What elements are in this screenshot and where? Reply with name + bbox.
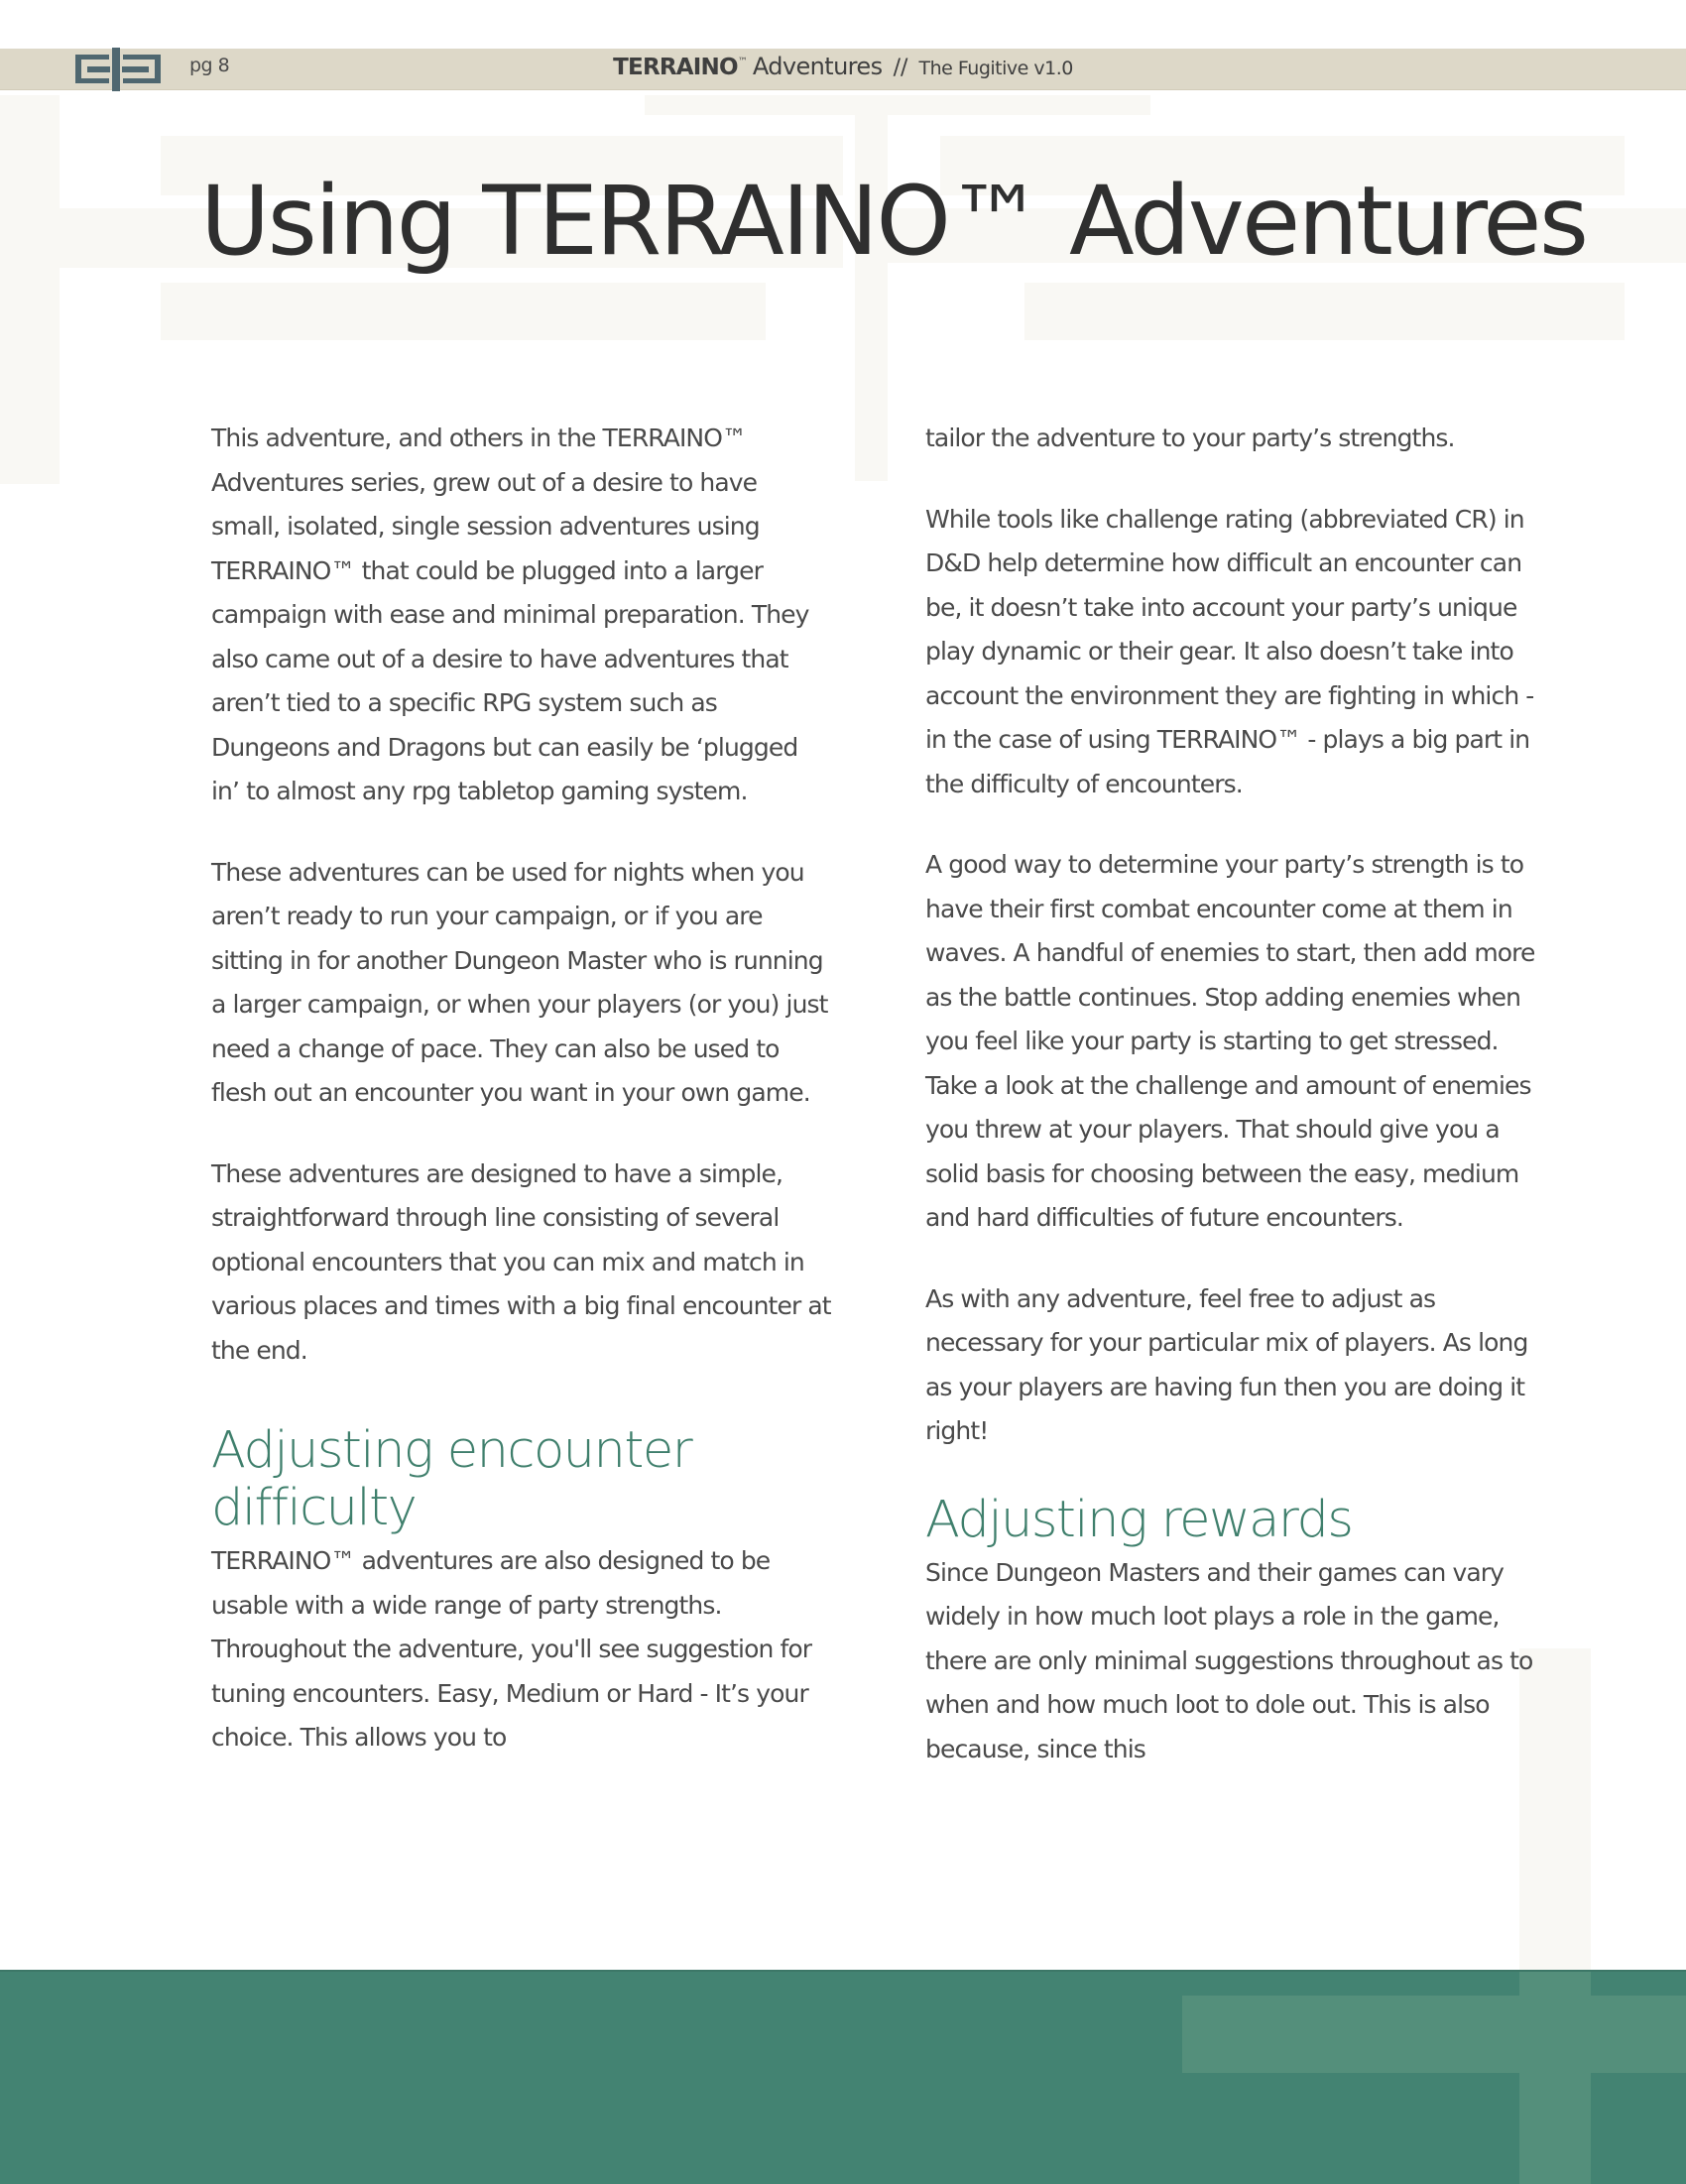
footer-band xyxy=(0,1970,1686,2184)
running-title-subtitle: The Fugitive v1.0 xyxy=(918,58,1073,79)
paragraph: These adventures can be used for nights when you aren’t ready to run your campaign, or if you are sitting in for another Dungeon Master who is running a larger campaign, or when your players (or you) just need a change of pace. They can also be used to flesh out an encounter you want in your own game. xyxy=(211,857,828,1107)
paragraph: As with any adventure, feel free to adjust as necessary for your particular mix of players. As long as your players are having fun then you are doing it right! xyxy=(925,1283,1528,1445)
paragraph: This adventure, and others in the TERRAINO™ Adventures series, grew out of a desire to have small, isolated, single session adventures using TERRAINO™ that could be plugged into a larger campaign with ease and minimal preparation. They also came out of a desire to have adventures that aren’t tied to a specific RPG system such as Dungeons and Dragons but can easily be ‘plugged in’ to almost any rpg tabletop gaming system. xyxy=(211,424,809,805)
watermark-bar-left-vertical xyxy=(0,95,60,484)
left-column xyxy=(211,417,831,1760)
paragraph: Since Dungeon Masters and their games can vary widely in how much loot plays a role in the game, there are only minimal suggestions throughout as to when and how much loot to dole out. This is also because, since this xyxy=(925,1557,1533,1763)
footer-decor-vertical xyxy=(1519,1972,1591,2184)
paragraph: TERRAINO™ adventures are also designed to be usable with a wide range of party strengths. Throughout the adventure, you'll see suggestion for tuning encounters. Easy, Medium or Hard - It’s your choice. This allows you to xyxy=(211,1546,812,1752)
right-column xyxy=(925,417,1535,1771)
paragraph: A good way to determine your party’s strength is to have their first combat encounter come at them in waves. A handful of enemies to start, then add more as the battle continues. Stop adding enemies when you feel like your party is starting to get stressed. Take a look at the challenge and amount of enemies you threw at your players. That should give you a solid basis for choosing between the easy, medium and hard difficulties of future encounters. xyxy=(925,850,1535,1232)
section-heading-encounter-difficulty: Adjusting encounter difficulty xyxy=(211,1421,692,1537)
footer-decor-horizontal xyxy=(1182,1996,1686,2073)
running-title-series: Adventures xyxy=(752,53,883,80)
paragraph: While tools like challenge rating (abbreviated CR) in D&D help determine how difficult an encounter can be, it doesn’t take into account your party’s unique play dynamic or their gear. It also doesn’t take into account the environment they are fighting in which - in the case of using TERRAINO™ - plays a big part in the difficulty of encounters. xyxy=(925,504,1534,798)
page-title: Using TERRAINO™ Adventures xyxy=(200,166,1587,277)
running-title-brand: TERRAINO xyxy=(613,55,738,80)
watermark-bar-lower-left xyxy=(161,283,766,340)
page-number: pg 8 xyxy=(189,55,230,76)
running-title xyxy=(0,53,1686,80)
running-title-trademark: ™ xyxy=(737,57,748,67)
running-title-separator: // xyxy=(893,56,908,80)
section-heading-rewards: Adjusting rewards xyxy=(925,1490,1353,1549)
paragraph: tailor the adventure to your party’s strengths. xyxy=(925,424,1455,452)
paragraph: These adventures are designed to have a simple, straightforward through line consisting of several optional encounters that you can mix and match in various places and times with a big final encounter at the end. xyxy=(211,1158,831,1365)
watermark-bar-lower-right xyxy=(1024,283,1625,340)
watermark-bar-top-center xyxy=(645,95,1150,115)
